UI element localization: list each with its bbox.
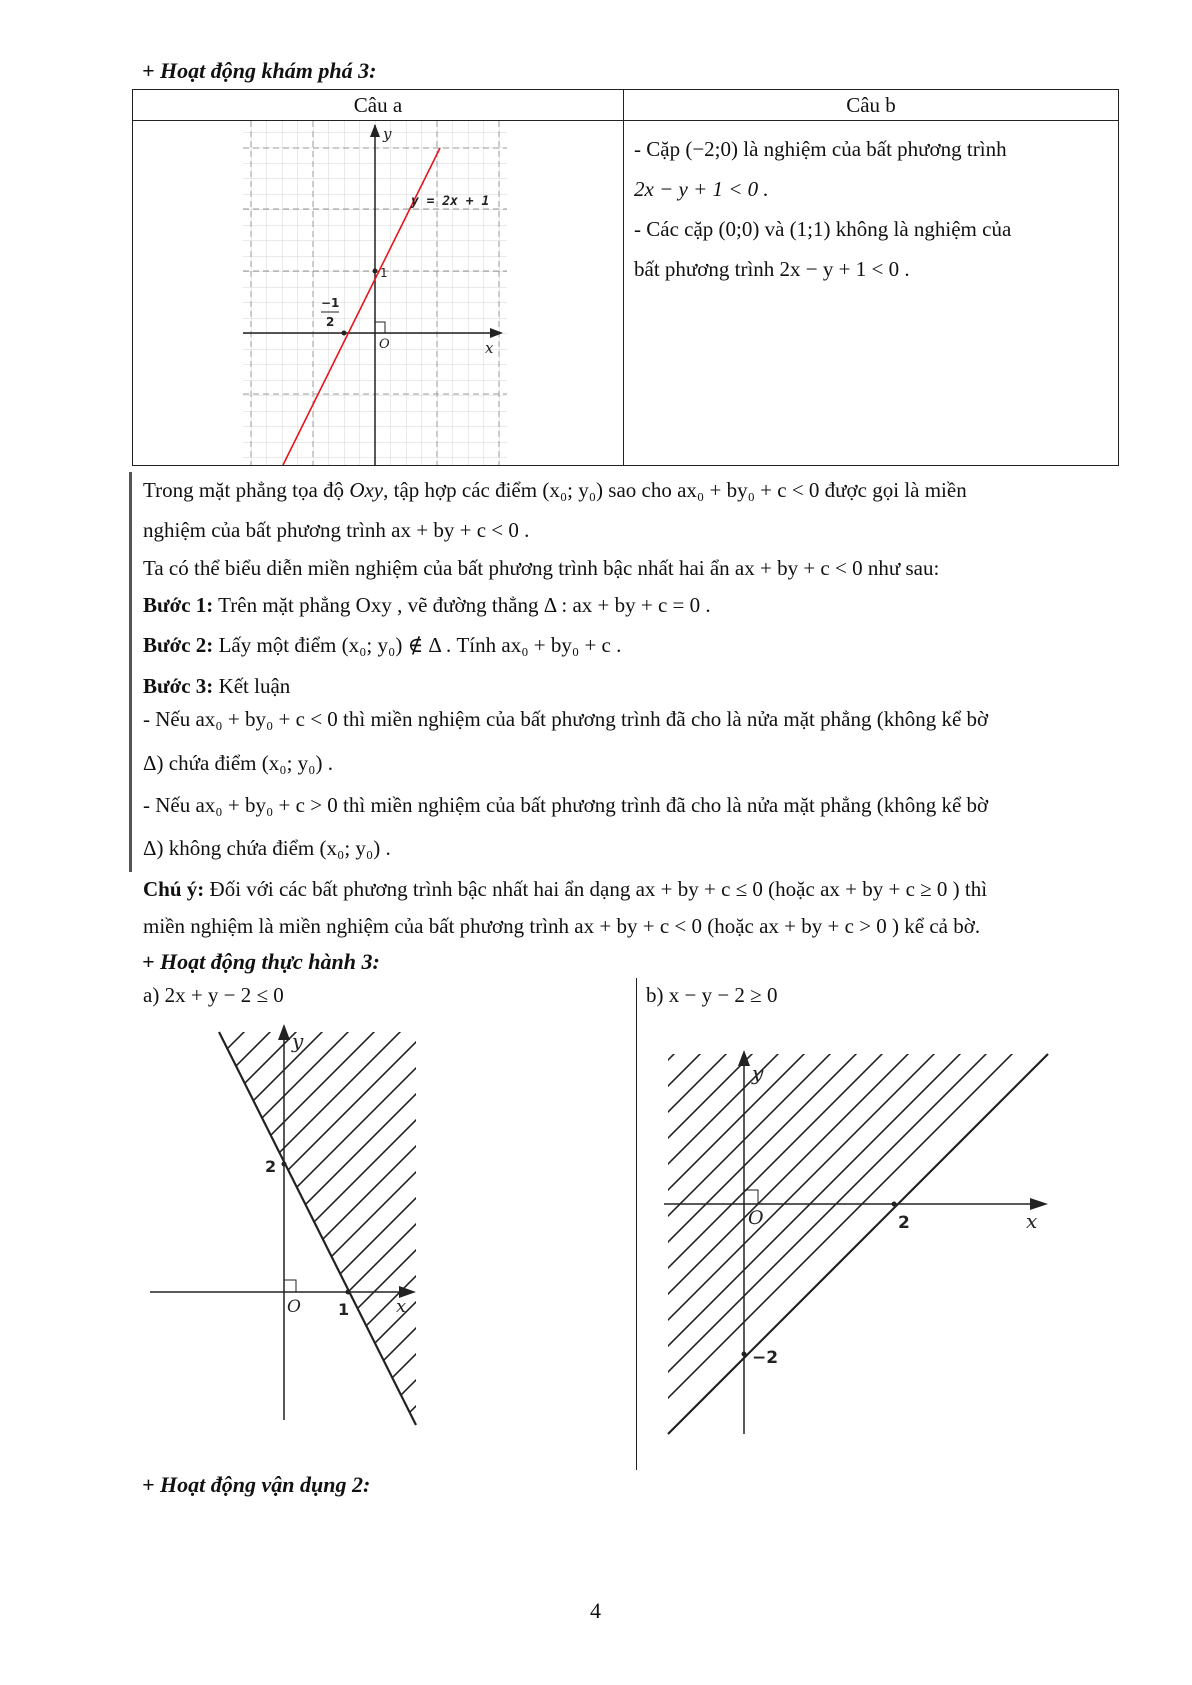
theory-p1-oxy: Oxy (349, 478, 384, 502)
practice-b-origin-label: O (748, 1207, 764, 1229)
case-2-line-1: - Nếu ax₀ + by₀ + c > 0 thì miền nghiệm của bất phương trình đã cho là nửa mặt phẳng (không kể bờ (143, 793, 989, 817)
practice-heading: + Hoạt động thực hành 3: (142, 949, 380, 974)
step-2-text: Lấy một điểm (x₀; y₀) ∉ Δ . Tính ax₀ + by₀ + c . (213, 633, 622, 657)
theory-p1-part-b: , tập hợp các điểm (x₀; y₀) sao cho ax₀ + by₀ + c < 0 được gọi là miền (383, 478, 967, 502)
practice-a-origin-label: O (287, 1297, 301, 1317)
step-1-label: Bước 1: (143, 593, 214, 617)
graph-a-x-label: x (485, 339, 494, 357)
y-intercept-point (373, 269, 378, 274)
col-b-header: Câu b (624, 90, 1119, 121)
theory-p1-line-1 (143, 477, 967, 503)
theory-step-3 (143, 673, 290, 699)
note-label: Chú ý: (143, 877, 205, 901)
graph-a-x-intercept-num: −1 (321, 296, 340, 310)
graph-a-y-intercept-label: 1 (380, 266, 388, 280)
practice-graph-a (140, 1020, 440, 1430)
x-intercept-point (342, 331, 347, 336)
graph-a (133, 121, 623, 465)
case-1-line-2: Δ) chứa điểm (x₀; y₀) . (143, 751, 333, 775)
theory-p1-line-2: nghiệm của bất phương trình ax + by + c < 0 . (143, 518, 530, 542)
practice-a-y-label: y (292, 1029, 304, 1053)
step-2-label: Bước 2: (143, 633, 214, 657)
graph-b-y-intercept-point (742, 1352, 747, 1357)
graph-b-origin-marker (744, 1190, 758, 1204)
answer-b-line-1: - Cặp (−2;0) là nghiệm của bất phương trình (634, 137, 1007, 161)
theory-p2: Ta có thể biểu diễn miền nghiệm của bất phương trình bậc nhất hai ẩn ax + by + c < 0 như sau: (143, 556, 940, 580)
note-line-1 (143, 876, 987, 902)
theory-p1-part-a: Trong mặt phẳng tọa độ (143, 478, 350, 502)
graph-a-line-label: y = 2x + 1 (411, 194, 490, 209)
practice-column-divider (636, 978, 637, 1470)
note-text-1: Đối với các bất phương trình bậc nhất hai ẩn dạng ax + by + c ≤ 0 (hoặc ax + by + c ≥ 0 ) thì (204, 877, 988, 901)
practice-a-x-label: x (396, 1296, 407, 1317)
practice-b-y-intercept-label: −2 (752, 1348, 779, 1368)
graph-b-hatching (660, 1048, 1018, 1406)
cell-a (133, 121, 624, 466)
graph-b-x-intercept-point (892, 1202, 897, 1207)
graph-a-y-arrow (278, 1024, 290, 1040)
practice-b-x-label: x (1026, 1209, 1038, 1233)
answer-b-line-3: - Các cặp (0;0) và (1;1) không là nghiệm của (634, 217, 1012, 241)
case-2-line-2: Δ) không chứa điểm (x₀; y₀) . (143, 836, 391, 860)
answer-b-line-2: 2x − y + 1 < 0 . (634, 177, 769, 201)
practice-b-y-label: y (752, 1061, 764, 1085)
graph-a-origin-marker (284, 1280, 296, 1292)
theory-side-bar (129, 472, 132, 872)
answer-b-line-4: bất phương trình 2x − y + 1 < 0 . (634, 257, 910, 281)
explore-table (132, 89, 1119, 466)
practice-graph-b (660, 1040, 1080, 1440)
graph-a-x-intercept-point (346, 1290, 351, 1295)
theory-step-1 (143, 592, 711, 618)
case-1-line-1: - Nếu ax₀ + by₀ + c < 0 thì miền nghiệm của bất phương trình đã cho là nửa mặt phẳng (không kể bờ (143, 707, 989, 731)
page-number: 4 (590, 1598, 601, 1623)
practice-b-label: b) x − y − 2 ≥ 0 (646, 983, 778, 1007)
note-line-2: miền nghiệm là miền nghiệm của bất phương trình ax + by + c < 0 (hoặc ax + by + c > 0 ) kể cả bờ. (143, 914, 981, 938)
graph-a-origin-label: O (379, 337, 390, 352)
apply-heading: + Hoạt động vận dụng 2: (142, 1472, 371, 1497)
practice-b-x-intercept-label: 2 (898, 1213, 910, 1233)
col-a-header: Câu a (133, 90, 624, 121)
graph-a-x-intercept-den: 2 (326, 315, 335, 329)
practice-a-x-intercept-label: 1 (338, 1300, 350, 1319)
cell-b (624, 121, 1119, 466)
theory-step-2 (143, 632, 621, 658)
graph-a-y-label: y (383, 125, 392, 143)
graph-a-hatching (160, 1020, 440, 1430)
practice-a-label: a) 2x + y − 2 ≤ 0 (143, 983, 284, 1007)
explore-heading: + Hoạt động khám phá 3: (142, 58, 377, 83)
graph-b-boundary-line (668, 1054, 1048, 1434)
practice-a-y-intercept-label: 2 (265, 1157, 277, 1176)
step-3-label: Bước 3: (143, 674, 214, 698)
step-3-text: Kết luận (213, 674, 291, 698)
step-1-text: Trên mặt phẳng Oxy , vẽ đường thẳng Δ : ax + by + c = 0 . (213, 593, 711, 617)
graph-a-y-intercept-point (282, 1162, 287, 1167)
